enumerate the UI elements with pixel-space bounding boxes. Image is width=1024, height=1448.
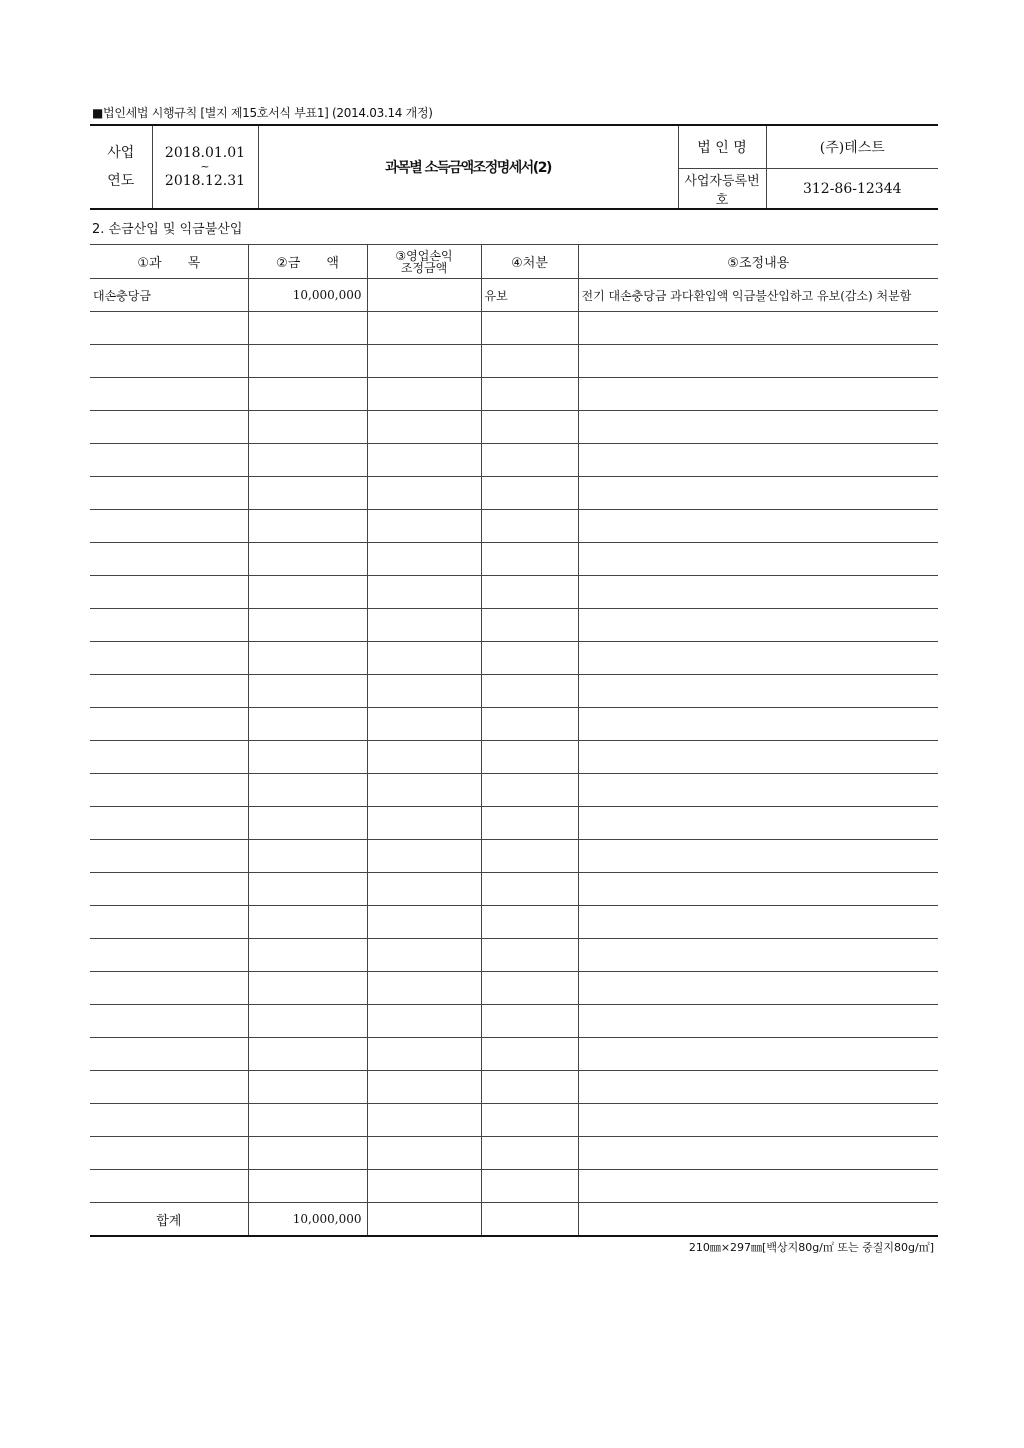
table-row [90, 411, 938, 444]
total-amount: 10,000,000 [248, 1203, 367, 1237]
cell-subject[interactable] [90, 675, 248, 708]
cell-amount[interactable] [248, 378, 367, 411]
biz-no-label: 사업자등록번호 [678, 169, 766, 210]
col-subject: ①과 목 [90, 245, 248, 279]
cell-subject[interactable] [90, 477, 248, 510]
cell-subject[interactable]: 대손충당금 [90, 279, 248, 312]
cell-content[interactable] [578, 1104, 938, 1137]
cell-content[interactable] [578, 411, 938, 444]
table-row [90, 1005, 938, 1038]
cell-amount[interactable] [248, 576, 367, 609]
cell-op-adj[interactable] [367, 279, 481, 312]
cell-op-adj[interactable] [367, 1104, 481, 1137]
cell-content[interactable] [578, 1071, 938, 1104]
cell-amount[interactable] [248, 312, 367, 345]
cell-content[interactable] [578, 312, 938, 345]
cell-disposal[interactable] [481, 1071, 578, 1104]
cell-disposal[interactable] [481, 873, 578, 906]
cell-op-adj[interactable] [367, 906, 481, 939]
cell-disposal[interactable] [481, 906, 578, 939]
table-row [90, 741, 938, 774]
total-label: 합계 [90, 1203, 248, 1237]
cell-amount[interactable] [248, 1071, 367, 1104]
cell-content[interactable] [578, 1170, 938, 1203]
cell-amount[interactable] [248, 1104, 367, 1137]
total-row [90, 1203, 938, 1237]
cell-op-adj[interactable] [367, 411, 481, 444]
table-row [90, 906, 938, 939]
tilde: ~ [200, 160, 210, 173]
cell-amount[interactable] [248, 708, 367, 741]
cell-op-adj[interactable] [367, 510, 481, 543]
cell-subject[interactable] [90, 840, 248, 873]
cell-content[interactable] [578, 510, 938, 543]
form-header [90, 124, 938, 210]
cell-subject[interactable] [90, 774, 248, 807]
cell-op-adj[interactable] [367, 807, 481, 840]
cell-content[interactable] [578, 444, 938, 477]
cell-subject[interactable] [90, 807, 248, 840]
cell-op-adj[interactable] [367, 708, 481, 741]
cell-subject[interactable] [90, 1038, 248, 1071]
cell-op-adj[interactable] [367, 312, 481, 345]
cell-disposal[interactable] [481, 477, 578, 510]
cell-disposal[interactable] [481, 1005, 578, 1038]
col-amount: ②금 액 [248, 245, 367, 279]
table-row [90, 1038, 938, 1071]
cell-content[interactable] [578, 840, 938, 873]
cell-content[interactable] [578, 1038, 938, 1071]
table-row [90, 1170, 938, 1203]
cell-subject[interactable] [90, 708, 248, 741]
table-row [90, 279, 938, 312]
table-row [90, 543, 938, 576]
cell-amount[interactable] [248, 675, 367, 708]
cell-content[interactable] [578, 972, 938, 1005]
total-content [578, 1203, 938, 1237]
table-row [90, 510, 938, 543]
cell-disposal[interactable] [481, 807, 578, 840]
cell-amount[interactable]: 10,000,000 [248, 279, 367, 312]
table-row [90, 939, 938, 972]
cell-amount[interactable] [248, 1005, 367, 1038]
cell-op-adj[interactable] [367, 873, 481, 906]
business-year-label: 사업 연도 [90, 125, 152, 209]
cell-disposal[interactable] [481, 345, 578, 378]
form-code: ■법인세법 시행규칙 [별지 제15호서식 부표1] (2014.03.14 개정) [92, 106, 433, 120]
cell-disposal[interactable] [481, 774, 578, 807]
cell-content[interactable] [578, 675, 938, 708]
adjustment-table [90, 244, 938, 1237]
cell-disposal[interactable] [481, 444, 578, 477]
cell-disposal[interactable] [481, 510, 578, 543]
end-date: 2018.12.31 [164, 173, 246, 189]
cell-op-adj[interactable] [367, 1071, 481, 1104]
table-row [90, 972, 938, 1005]
table-row [90, 477, 938, 510]
cell-disposal[interactable] [481, 543, 578, 576]
cell-op-adj[interactable] [367, 345, 481, 378]
cell-op-adj[interactable] [367, 576, 481, 609]
section-title: 2. 손금산입 및 익금불산입 [92, 222, 243, 237]
cell-amount[interactable] [248, 609, 367, 642]
cell-content[interactable] [578, 873, 938, 906]
cell-op-adj[interactable] [367, 1170, 481, 1203]
cell-subject[interactable] [90, 378, 248, 411]
cell-subject[interactable] [90, 1137, 248, 1170]
cell-subject[interactable] [90, 642, 248, 675]
cell-amount[interactable] [248, 477, 367, 510]
cell-amount[interactable] [248, 972, 367, 1005]
table-row [90, 312, 938, 345]
col-content: ⑤조정내용 [578, 245, 938, 279]
cell-amount[interactable] [248, 510, 367, 543]
cell-subject[interactable] [90, 609, 248, 642]
start-date: 2018.01.01 [164, 145, 246, 161]
cell-content[interactable] [578, 1137, 938, 1170]
cell-amount[interactable] [248, 1038, 367, 1071]
cell-subject[interactable] [90, 345, 248, 378]
cell-content[interactable] [578, 609, 938, 642]
corp-name: (주)테스트 [766, 125, 938, 169]
table-row [90, 675, 938, 708]
col-op-adj: ③영업손익 조정금액 [367, 245, 481, 279]
cell-amount[interactable] [248, 741, 367, 774]
table-row [90, 345, 938, 378]
cell-subject[interactable] [90, 576, 248, 609]
cell-content[interactable] [578, 642, 938, 675]
cell-op-adj[interactable] [367, 675, 481, 708]
cell-content[interactable] [578, 477, 938, 510]
cell-content[interactable] [578, 1005, 938, 1038]
cell-disposal[interactable] [481, 675, 578, 708]
cell-op-adj[interactable] [367, 774, 481, 807]
cell-content[interactable] [578, 906, 938, 939]
cell-content[interactable] [578, 378, 938, 411]
cell-amount[interactable] [248, 939, 367, 972]
cell-op-adj[interactable] [367, 609, 481, 642]
table-row [90, 609, 938, 642]
cell-amount[interactable] [248, 543, 367, 576]
cell-subject[interactable] [90, 444, 248, 477]
cell-subject[interactable] [90, 510, 248, 543]
cell-op-adj[interactable] [367, 1005, 481, 1038]
cell-subject[interactable] [90, 906, 248, 939]
table-row [90, 378, 938, 411]
cell-subject[interactable] [90, 1170, 248, 1203]
cell-content[interactable] [578, 345, 938, 378]
cell-subject[interactable] [90, 939, 248, 972]
cell-disposal[interactable] [481, 708, 578, 741]
cell-amount[interactable] [248, 1137, 367, 1170]
cell-amount[interactable] [248, 444, 367, 477]
cell-disposal[interactable] [481, 840, 578, 873]
cell-disposal[interactable] [481, 939, 578, 972]
table-row [90, 642, 938, 675]
table-row [90, 708, 938, 741]
cell-op-adj[interactable] [367, 477, 481, 510]
total-disposal [481, 1203, 578, 1237]
cell-content[interactable] [578, 807, 938, 840]
table-row [90, 576, 938, 609]
cell-disposal[interactable] [481, 411, 578, 444]
cell-op-adj[interactable] [367, 840, 481, 873]
cell-content[interactable] [578, 708, 938, 741]
table-row [90, 1137, 938, 1170]
total-op-adj [367, 1203, 481, 1237]
table-row [90, 444, 938, 477]
cell-content[interactable] [578, 543, 938, 576]
business-year-period [152, 125, 258, 209]
cell-disposal[interactable] [481, 642, 578, 675]
cell-content[interactable] [578, 774, 938, 807]
cell-subject[interactable] [90, 312, 248, 345]
table-header-row [90, 245, 938, 279]
cell-disposal[interactable] [481, 1170, 578, 1203]
cell-disposal[interactable] [481, 609, 578, 642]
cell-subject[interactable] [90, 741, 248, 774]
cell-content[interactable] [578, 741, 938, 774]
cell-amount[interactable] [248, 840, 367, 873]
cell-disposal[interactable]: 유보 [481, 279, 578, 312]
cell-amount[interactable] [248, 807, 367, 840]
cell-amount[interactable] [248, 774, 367, 807]
cell-subject[interactable] [90, 411, 248, 444]
cell-subject[interactable] [90, 1071, 248, 1104]
table-row [90, 807, 938, 840]
cell-disposal[interactable] [481, 576, 578, 609]
cell-content[interactable] [578, 939, 938, 972]
cell-amount[interactable] [248, 345, 367, 378]
cell-disposal[interactable] [481, 741, 578, 774]
cell-op-adj[interactable] [367, 741, 481, 774]
cell-disposal[interactable] [481, 1104, 578, 1137]
cell-subject[interactable] [90, 972, 248, 1005]
cell-amount[interactable] [248, 642, 367, 675]
form-title: 과목별 소득금액조정명세서(2) [258, 125, 678, 209]
cell-op-adj[interactable] [367, 972, 481, 1005]
cell-disposal[interactable] [481, 378, 578, 411]
cell-op-adj[interactable] [367, 1137, 481, 1170]
cell-disposal[interactable] [481, 1137, 578, 1170]
cell-op-adj[interactable] [367, 444, 481, 477]
cell-subject[interactable] [90, 1104, 248, 1137]
table-row [90, 1071, 938, 1104]
biz-no: 312-86-12344 [766, 169, 938, 210]
cell-subject[interactable] [90, 1005, 248, 1038]
col-disposal: ④처분 [481, 245, 578, 279]
cell-disposal[interactable] [481, 1038, 578, 1071]
cell-amount[interactable] [248, 873, 367, 906]
cell-op-adj[interactable] [367, 939, 481, 972]
cell-amount[interactable] [248, 906, 367, 939]
cell-op-adj[interactable] [367, 543, 481, 576]
table-row [90, 1104, 938, 1137]
cell-amount[interactable] [248, 411, 367, 444]
cell-disposal[interactable] [481, 972, 578, 1005]
cell-op-adj[interactable] [367, 378, 481, 411]
cell-op-adj[interactable] [367, 1038, 481, 1071]
table-row [90, 840, 938, 873]
corp-name-label: 법 인 명 [678, 125, 766, 169]
table-row [90, 774, 938, 807]
cell-disposal[interactable] [481, 312, 578, 345]
cell-subject[interactable] [90, 543, 248, 576]
cell-op-adj[interactable] [367, 642, 481, 675]
cell-content[interactable] [578, 576, 938, 609]
paper-spec: 210㎜×297㎜[백상지80g/㎡ 또는 중질지80g/㎡] [688, 1241, 934, 1254]
cell-amount[interactable] [248, 1170, 367, 1203]
table-row [90, 873, 938, 906]
cell-content[interactable]: 전기 대손충당금 과다환입액 익금불산입하고 유보(감소) 처분함 [578, 279, 938, 312]
cell-subject[interactable] [90, 873, 248, 906]
